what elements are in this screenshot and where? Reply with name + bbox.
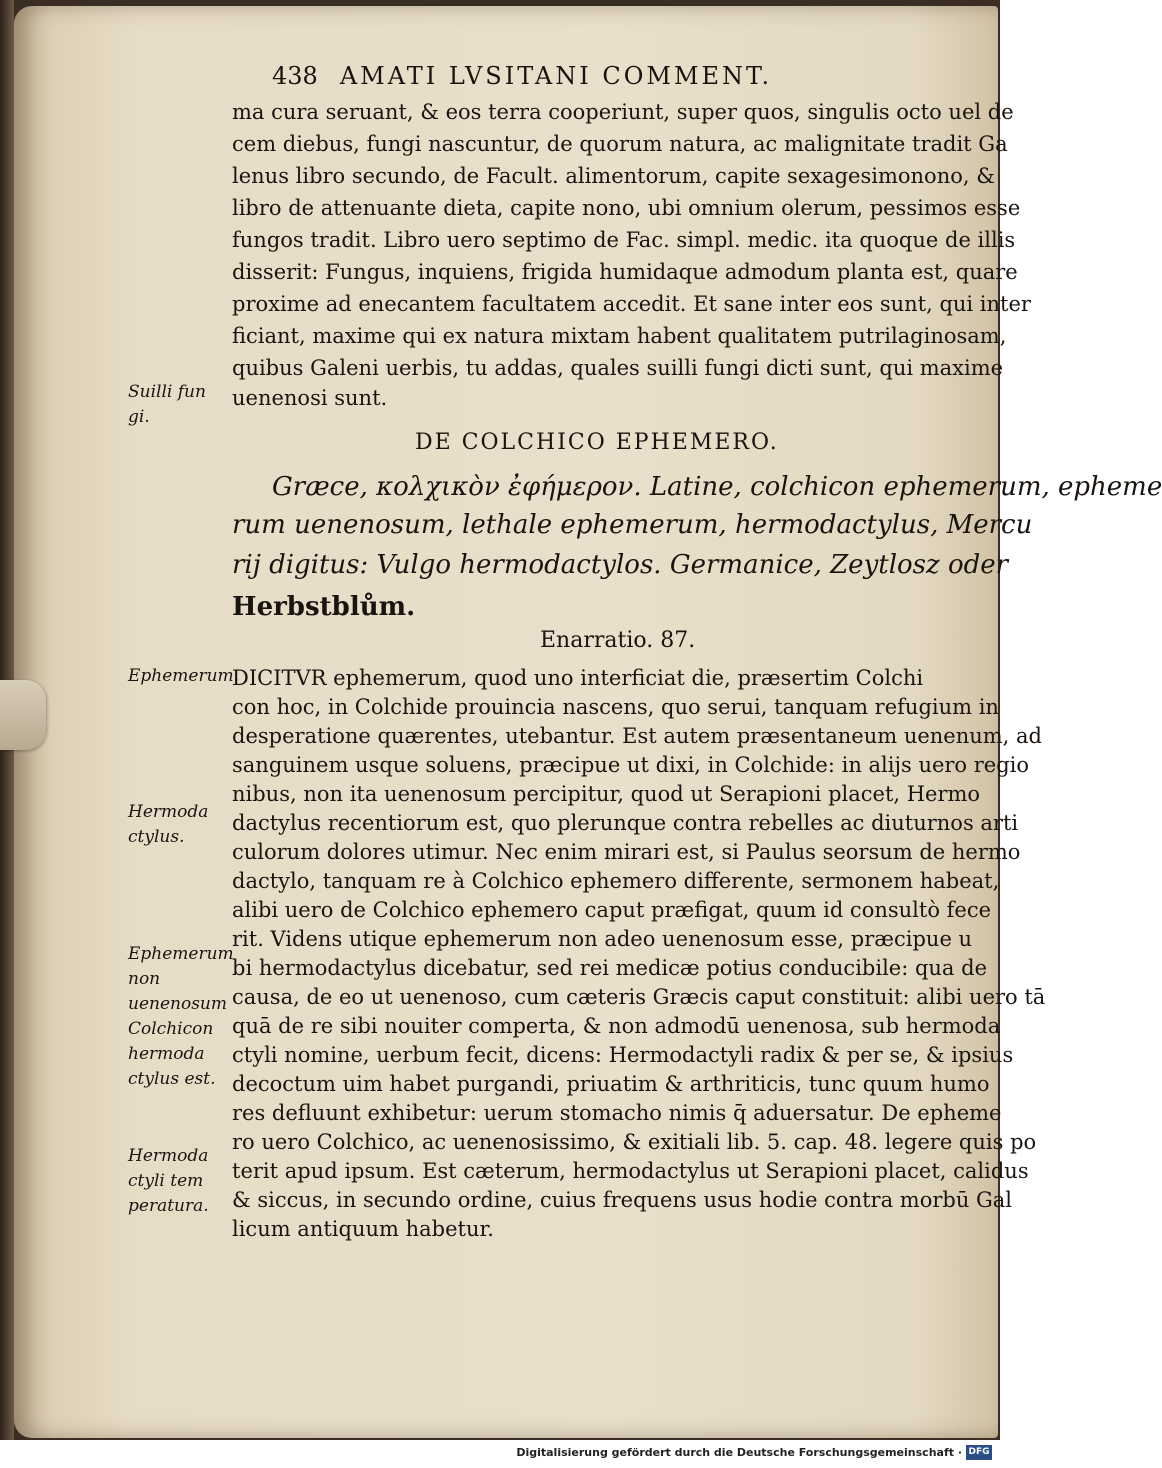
enarratio-heading: Enarratio. 87.	[540, 628, 696, 653]
body-line: nibus, non ita uenenosum percipitur, quod ut Serapioni placet, Hermo	[232, 782, 981, 806]
page-number: 438	[272, 62, 318, 90]
body-line: con hoc, in Colchide prouincia nascens, quo serui, tanquam refugium in	[232, 695, 999, 719]
page-clip-tab	[0, 680, 46, 750]
body-line: quibus Galeni uerbis, tu addas, quales suilli fungi dicti sunt, qui maxime	[232, 356, 1004, 380]
body-line: libro de attenuante dieta, capite nono, ubi omnium olerum, pessimos esse	[232, 196, 1021, 220]
section-title: DE COLCHICO EPHEMERO.	[415, 430, 779, 455]
body-line: fungos tradit. Libro uero septimo de Fac. simpl. medic. ita quoque de illis	[232, 228, 1016, 252]
body-line: dactylus recentiorum est, quo plerunque contra rebelles ac diuturnos arti	[232, 811, 1019, 835]
book-page	[14, 6, 1001, 1438]
footer-bar	[0, 1440, 1000, 1468]
body-line: licum antiquum habetur.	[232, 1217, 494, 1241]
body-line: uenenosi sunt.	[232, 386, 388, 410]
body-line: cem diebus, fungi nascuntur, de quorum natura, ac malignitate tradit Ga	[232, 132, 1008, 156]
body-line: rit. Videns utique ephemerum non adeo uenenosum esse, præcipue u	[232, 927, 973, 951]
margin-note-ephemerum: Ephemerum.	[128, 666, 240, 686]
running-title: AMATI LVSITANI COMMENT.	[339, 62, 773, 90]
body-line: decoctum uim habet purgandi, priuatim & arthriticis, tunc quum humo	[232, 1072, 990, 1096]
body-line: disserit: Fungus, inquiens, frigida humidaque admodum planta est, quare	[232, 260, 1018, 284]
funding-credit: Digitalisierung gefördert durch die Deutsche Forschungsgemeinschaft ·	[516, 1446, 962, 1459]
running-head	[272, 62, 772, 90]
margin-note-ephemerum-non: Ephemerum non uenenosum Colchicon hermoda ctylus est.	[128, 944, 234, 1089]
body-line: ro uero Colchico, ac uenenosissimo, & exitiali lib. 5. cap. 48. legere quis po	[232, 1130, 1037, 1154]
body-line: desperatione quærentes, utebantur. Est autem præsentaneum uenenum, ad	[232, 724, 1042, 748]
synonym-line: Herbstblům.	[232, 592, 416, 622]
margin-note-temperatura: Hermoda ctyli tem peratura.	[128, 1146, 209, 1216]
body-line: dactylo, tanquam re à Colchico ephemero differente, sermonem habeat,	[232, 869, 1000, 893]
synonym-line: Græce, κολχικὸν ἐφήμερον. Latine, colchicon ephemerum, epheme	[272, 472, 1162, 502]
body-line: res defluunt exhibetur: uerum stomacho nimis q̄ aduersatur. De epheme	[232, 1101, 1002, 1125]
synonym-line: rij digitus: Vulgo hermodactylos. Germanice, Zeytlosz oder	[232, 550, 1009, 580]
body-line: bi hermodactylus dicebatur, sed rei medicæ potius conducibile: qua de	[232, 956, 987, 980]
body-line: ficiant, maxime qui ex natura mixtam habent qualitatem putrilaginosam,	[232, 324, 1007, 348]
body-line: terit apud ipsum. Est cæterum, hermodactylus ut Serapioni placet, calidus	[232, 1159, 1029, 1183]
body-line: sanguinem usque soluens, præcipue ut dixi, in Colchide: in alijs uero regio	[232, 753, 1030, 777]
body-line: & siccus, in secundo ordine, cuius frequens usus hodie contra morbū Gal	[232, 1188, 1013, 1212]
body-line: lenus libro secundo, de Facult. alimentorum, capite sexagesimonono, &	[232, 164, 995, 188]
body-line: culorum dolores utimur. Nec enim mirari est, si Paulus seorsum de hermo	[232, 840, 1021, 864]
margin-note-hermodactylus: Hermoda ctylus.	[128, 802, 209, 847]
body-line: alibi uero de Colchico ephemero caput præfigat, quum id consultò fece	[232, 898, 992, 922]
body-line: ctyli nomine, uerbum fecit, dicens: Hermodactyli radix & per se, & ipsius	[232, 1043, 1014, 1067]
body-line: DICITVR ephemerum, quod uno interficiat die, præsertim Colchi	[232, 666, 924, 690]
dfg-logo: DFG	[966, 1445, 992, 1460]
synonym-line: rum uenenosum, lethale ephemerum, hermodactylus, Mercu	[232, 510, 1033, 540]
body-line: causa, de eo ut uenenoso, cum cæteris Græcis caput constituit: alibi uero tā	[232, 985, 1046, 1009]
body-line: proxime ad enecantem facultatem accedit. Et sane inter eos sunt, qui inter	[232, 292, 1031, 316]
margin-note-suilli: Suilli fun gi.	[128, 382, 206, 427]
body-line: ma cura seruant, & eos terra cooperiunt, super quos, singulis octo uel de	[232, 100, 1014, 124]
body-line: quā de re sibi nouiter comperta, & non admodū uenenosa, sub hermoda	[232, 1014, 1001, 1038]
